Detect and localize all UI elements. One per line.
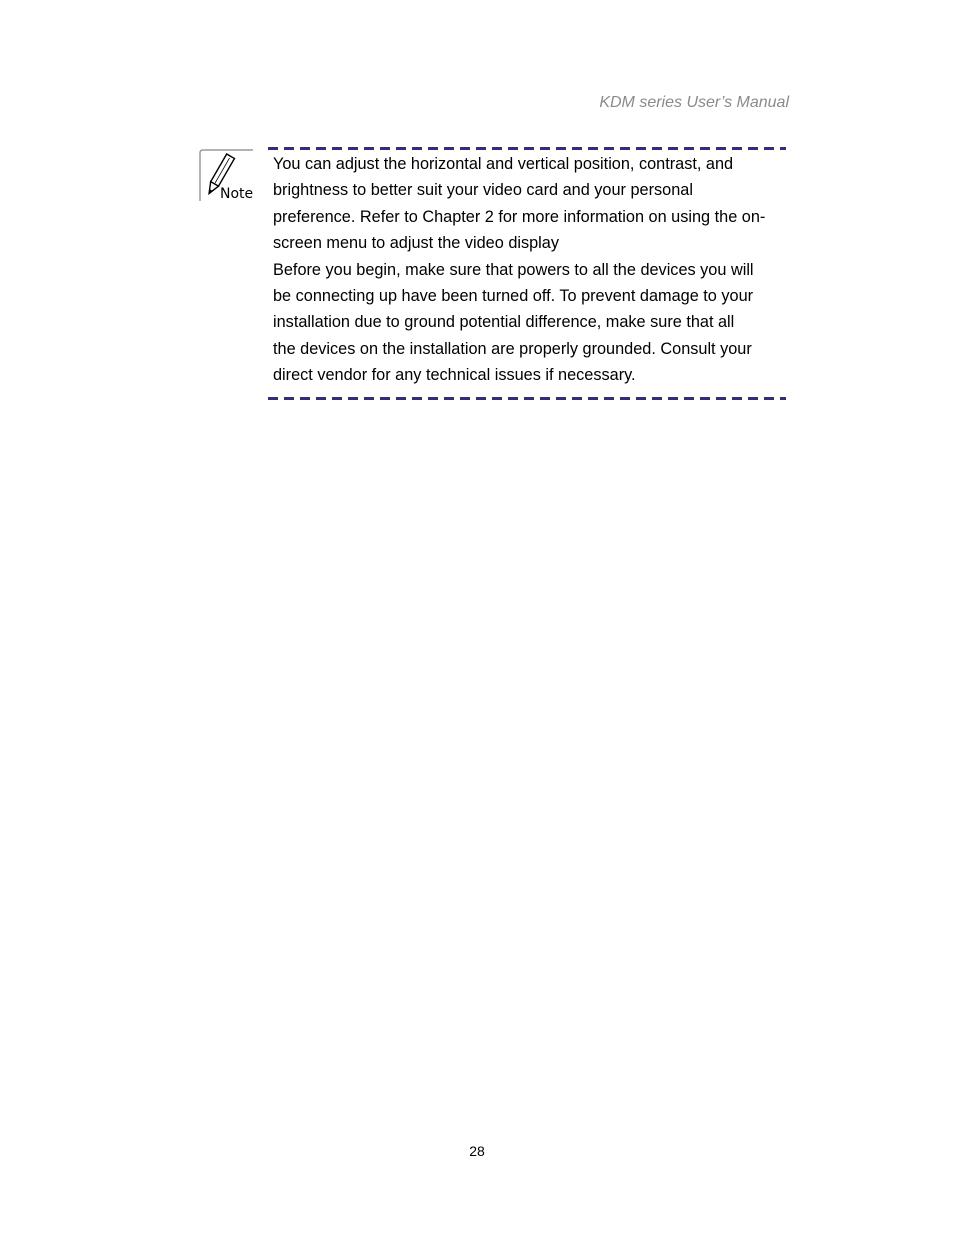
running-header: KDM series User’s Manual: [599, 94, 789, 111]
note-icon-label: Note: [220, 186, 254, 202]
note-body: [273, 151, 783, 389]
pencil-note-icon: [198, 149, 255, 203]
page-number: 28: [469, 1143, 485, 1159]
note-bottom-divider: [268, 397, 786, 400]
note-paragraph-safety: Before you begin, make sure that powers to all the devices you will be connecting up have been turned off. To prevent damage to your installation due to ground potential difference, make sure that all the devices on the installation are properly grounded. Consult your direct vendor for any technical issues if necessary.: [273, 260, 754, 385]
note-top-divider: [268, 147, 786, 150]
note-paragraph-adjust: You can adjust the horizontal and vertical position, contrast, and brightness to better suit your video card and your personal preference. Refer to Chapter 2 for more information on using the on- screen menu to adjust the video display: [273, 155, 766, 253]
